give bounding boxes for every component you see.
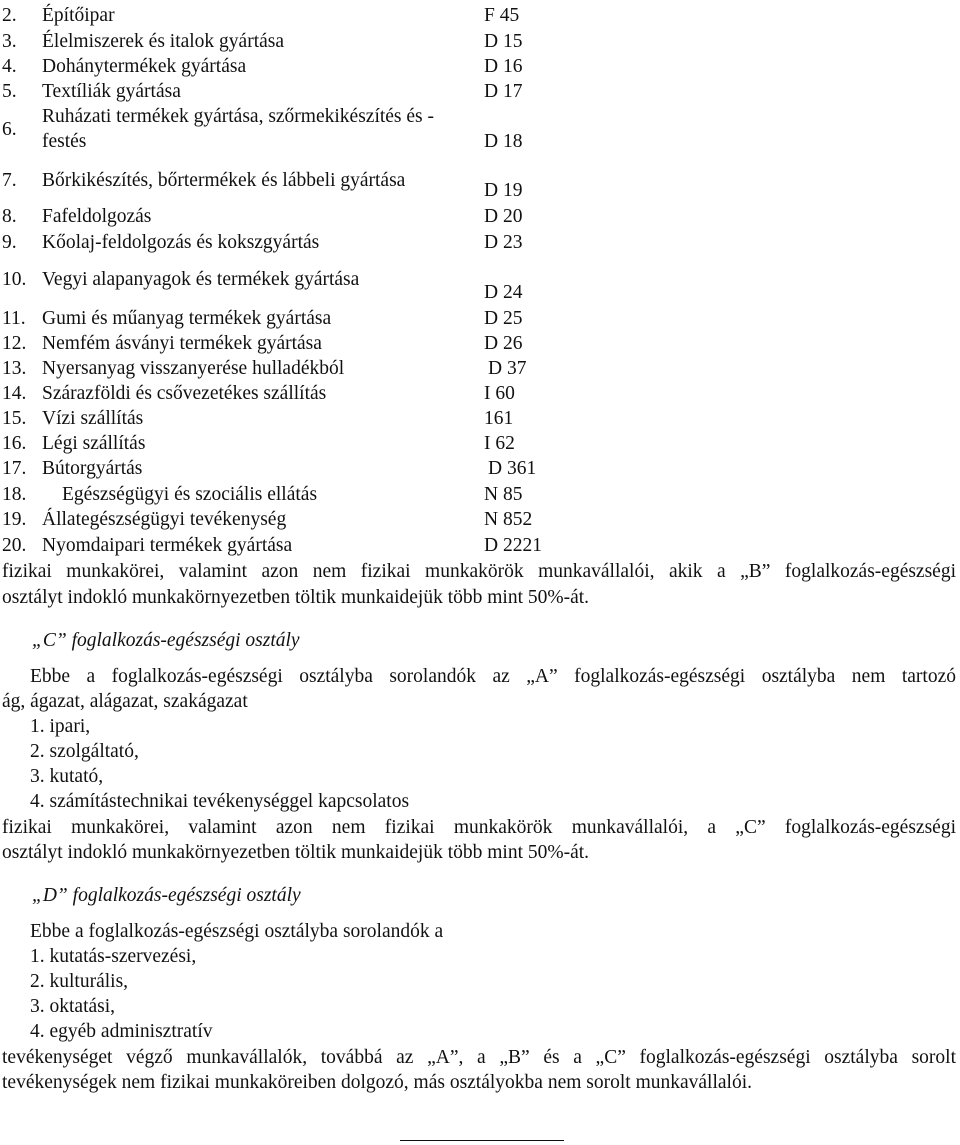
list-item-name: Dohánytermékek gyártása [42,56,247,77]
list-item-code: D 24 [484,282,523,303]
list-item: 3. kutató, [30,766,104,787]
list-item: 1. ipari, [30,716,91,737]
list-item-number: 16. [2,433,27,454]
list-item-name: Élelmiszerek és italok gyártása [42,31,285,52]
list-item-code: F 45 [484,5,520,26]
list-item-number: 17. [2,458,27,479]
section-heading: „D” foglalkozás-egészségi osztály [32,885,301,906]
list-item-code: D 19 [484,180,523,201]
list-item-name: Egészségügyi és szociális ellátás [62,484,318,505]
paragraph-line: tevékenységet végző munkavállalók, továbbá az „A”, a „B” és a „C” foglalkozás-egészségi osztályba sorolt [2,1047,956,1068]
list-item-number: 18. [2,484,27,505]
paragraph-line: ág, ágazat, alágazat, szakágazat [2,691,248,712]
list-item: 2. kulturális, [30,971,129,992]
list-item-name: Nyersanyag visszanyerése hulladékból [42,358,345,379]
footnote-separator [400,1140,564,1141]
paragraph-line: Ebbe a foglalkozás-egészségi osztályba sorolandók a [30,921,444,942]
list-item-code: N 852 [484,509,533,530]
list-item-number: 12. [2,333,27,354]
list-item-code: D 37 [488,358,527,379]
list-item-number: 10. [2,269,27,290]
list-item-name: Ruházati termékek gyártása, szőrmekikészítés és - [42,106,435,127]
list-item-name: Légi szállítás [42,433,146,454]
paragraph-line: fizikai munkakörei, valamint azon nem fizikai munkakörök munkavállalói, a „C” foglalkozás-egészségi [2,817,956,838]
list-item-code: D 18 [484,131,523,152]
list-item-name: Nemfém ásványi termékek gyártása [42,333,322,354]
list-item-number: 5. [2,81,17,102]
paragraph-line: osztályt indokló munkakörnyezetben töltik munkaidejük több mint 50%-át. [2,842,590,863]
list-item-number: 4. [2,56,17,77]
list-item-number: 11. [2,308,26,329]
list-item: 4. számítástechnikai tevékenységgel kapcsolatos [30,791,410,812]
list-item: 1. kutatás-szervezési, [30,946,197,967]
list-item-number: 13. [2,358,27,379]
list-item-name: Nyomdaipari termékek gyártása [42,535,293,556]
list-item-name: Kőolaj-feldolgozás és kokszgyártás [42,232,320,253]
list-item-code: I 62 [484,433,515,454]
list-item-code: D 17 [484,81,523,102]
list-item-name: Vízi szállítás [42,408,144,429]
list-item-number: 14. [2,383,27,404]
list-item-name: Építőipar [42,5,115,26]
list-item-name: Bútorgyártás [42,458,143,479]
list-item-name-continued: festés [42,131,87,152]
list-item-name: Textíliák gyártása [42,81,181,102]
list-item-name: Szárazföldi és csővezetékes szállítás [42,383,327,404]
list-item-code: D 26 [484,333,523,354]
paragraph-line: osztályt indokló munkakörnyezetben töltik munkaidejük több mint 50%-át. [2,587,590,608]
paragraph-line: Ebbe a foglalkozás-egészségi osztályba sorolandók az „A” foglalkozás-egészségi osztályba nem tartozó [30,666,956,687]
list-item-number: 3. [2,31,17,52]
list-item-code: I 60 [484,383,515,404]
list-item: 3. oktatási, [30,996,116,1017]
list-item: 2. szolgáltató, [30,741,139,762]
list-item-number: 8. [2,206,17,227]
list-item-number: 15. [2,408,27,429]
list-item-number: 19. [2,509,27,530]
list-item-number: 9. [2,232,17,253]
list-item-name: Vegyi alapanyagok és termékek gyártása [42,269,360,290]
list-item-code: D 361 [488,458,537,479]
list-item-name: Állategészségügyi tevékenység [42,509,287,530]
list-item: 4. egyéb adminisztratív [30,1021,213,1042]
list-item-code: D 20 [484,206,523,227]
list-item-name: Bőrkikészítés, bőrtermékek és lábbeli gyártása [42,170,406,191]
paragraph-line: fizikai munkakörei, valamint azon nem fizikai munkakörök munkavállalói, akik a „B” foglalkozás-egészségi [2,561,956,582]
list-item-number: 7. [2,170,17,191]
list-item-code: D 23 [484,232,523,253]
list-item-number: 6. [2,119,17,140]
list-item-code: D 2221 [484,535,542,556]
list-item-number: 20. [2,535,27,556]
list-item-number: 2. [2,5,17,26]
paragraph-line: tevékenységek nem fizikai munkaköreiben dolgozó, más osztályokba nem sorolt munkavállalói. [2,1072,752,1093]
list-item-code: D 16 [484,56,523,77]
list-item-code: 161 [484,408,514,429]
list-item-code: N 85 [484,484,523,505]
list-item-name: Gumi és műanyag termékek gyártása [42,308,332,329]
list-item-code: D 25 [484,308,523,329]
list-item-name: Fafeldolgozás [42,206,152,227]
list-item-code: D 15 [484,31,523,52]
section-heading: „C” foglalkozás-egészségi osztály [32,630,300,651]
